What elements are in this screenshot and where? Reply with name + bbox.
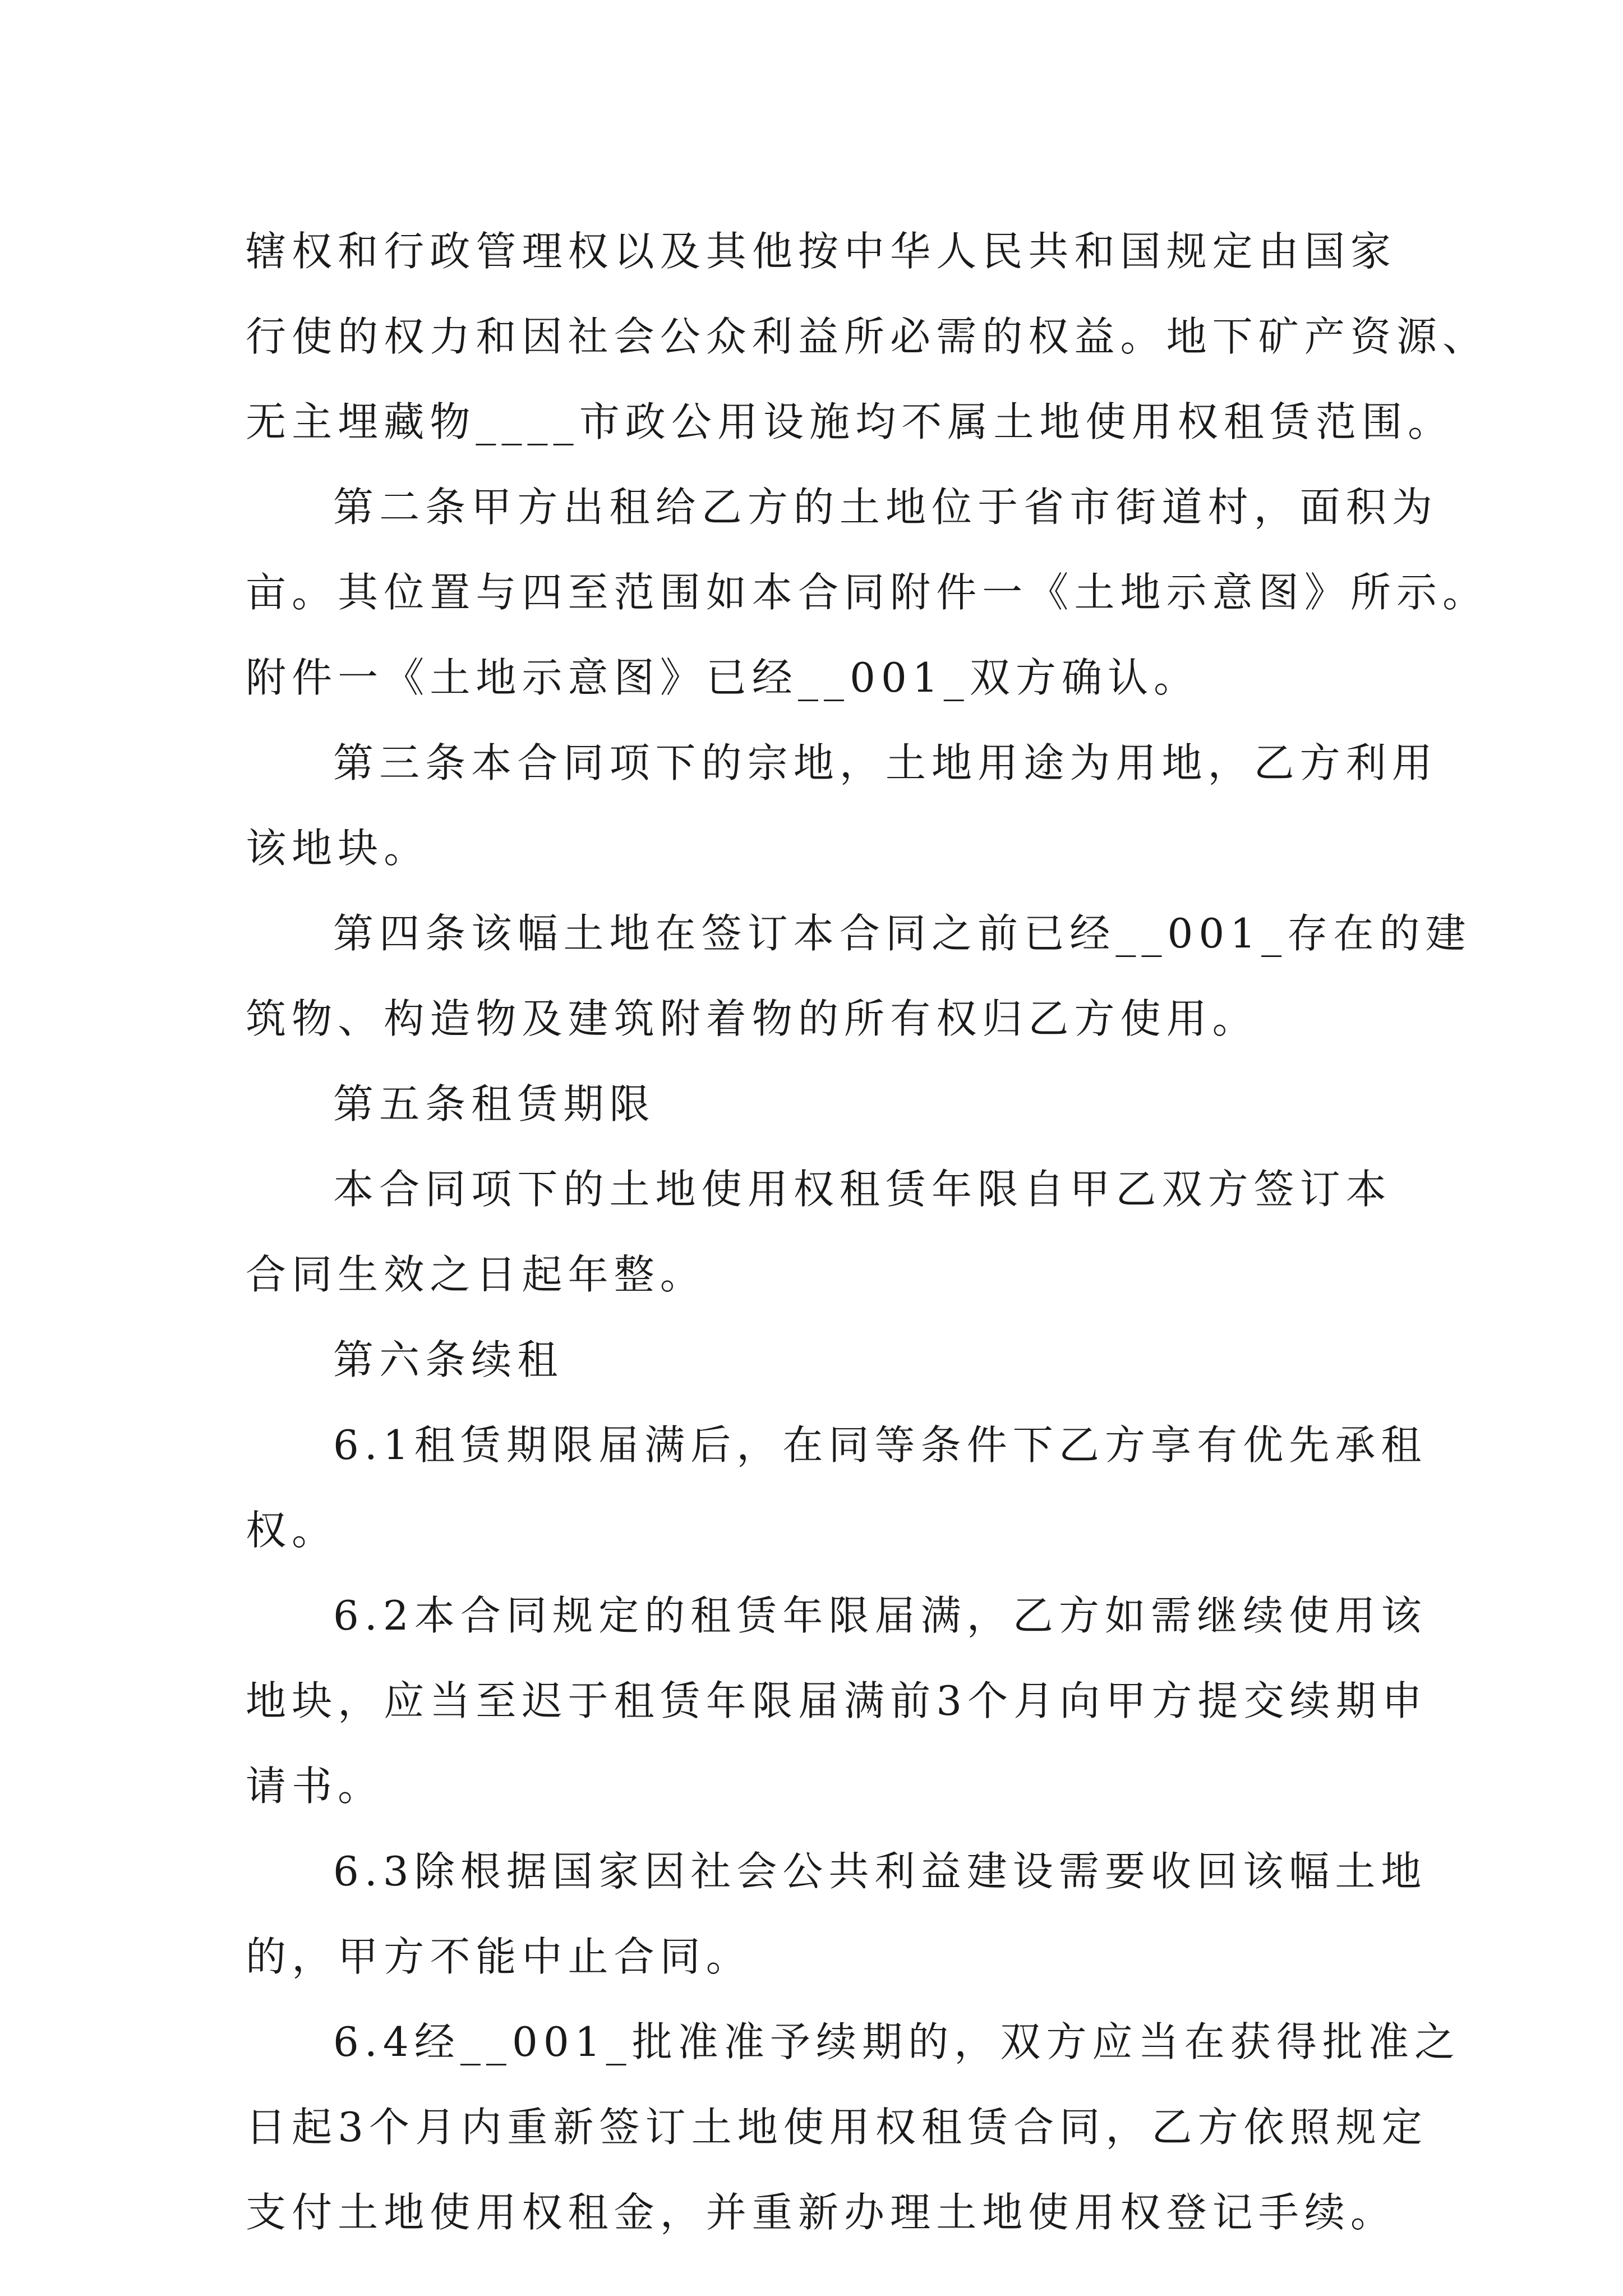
text-line: 行使的权力和因社会公众利益所必需的权益。地下矿产资源、 — [246, 313, 1489, 360]
text-line: 请书。 — [246, 1763, 384, 1810]
clause-5-heading: 第五条租赁期限 — [333, 1080, 656, 1128]
text-line: 的，甲方不能中止合同。 — [246, 1933, 752, 1980]
clause-5-text: 本合同项下的土地使用权租赁年限自甲乙双方签订本 — [333, 1166, 1392, 1213]
text-line: 权。 — [246, 1507, 338, 1554]
clause-6-2: 6.2本合同规定的租赁年限届满，乙方如需继续使用该 — [333, 1592, 1427, 1639]
text-line: 辖权和行政管理权以及其他按中华人民共和国规定由国家 — [246, 228, 1397, 275]
clause-6-4: 6.4经__001_批准准予续期的，双方应当在获得批准之 — [333, 2018, 1461, 2065]
text-line: 地块，应当至迟于租赁年限届满前3个月向甲方提交续期申 — [246, 1677, 1428, 1724]
clause-6-3: 6.3除根据国家因社会公共利益建设需要收回该幅土地 — [333, 1848, 1427, 1895]
document-body — [246, 209, 1489, 2255]
text-line: 附件一《土地示意图》已经__001_双方确认。 — [246, 654, 1200, 701]
text-line: 合同生效之日起年整。 — [246, 1251, 706, 1298]
clause-3-line: 第三条本合同项下的宗地，土地用途为用地，乙方利用 — [333, 739, 1438, 786]
clause-4-line: 第四条该幅土地在签订本合同之前已经__001_存在的建 — [333, 910, 1472, 957]
text-line: 无主埋藏物____市政公用设施均不属土地使用权租赁范围。 — [246, 398, 1454, 445]
text-line: 日起3个月内重新签订土地使用权租赁合同，乙方依照规定 — [246, 2104, 1428, 2151]
text-line: 该地块。 — [246, 825, 430, 872]
text-line: 亩。其位置与四至范围如本合同附件一《土地示意图》所示。 — [246, 569, 1489, 616]
clause-6-1: 6.1租赁期限届满后，在同等条件下乙方享有优先承租 — [333, 1421, 1427, 1469]
clause-2-line: 第二条甲方出租给乙方的土地位于省市街道村，面积为 — [333, 484, 1438, 531]
text-line: 支付土地使用权租金，并重新办理土地使用权登记手续。 — [246, 2189, 1397, 2236]
clause-6-heading: 第六条续租 — [333, 1336, 564, 1383]
text-line: 筑物、构造物及建筑附着物的所有权归乙方使用。 — [246, 995, 1258, 1042]
